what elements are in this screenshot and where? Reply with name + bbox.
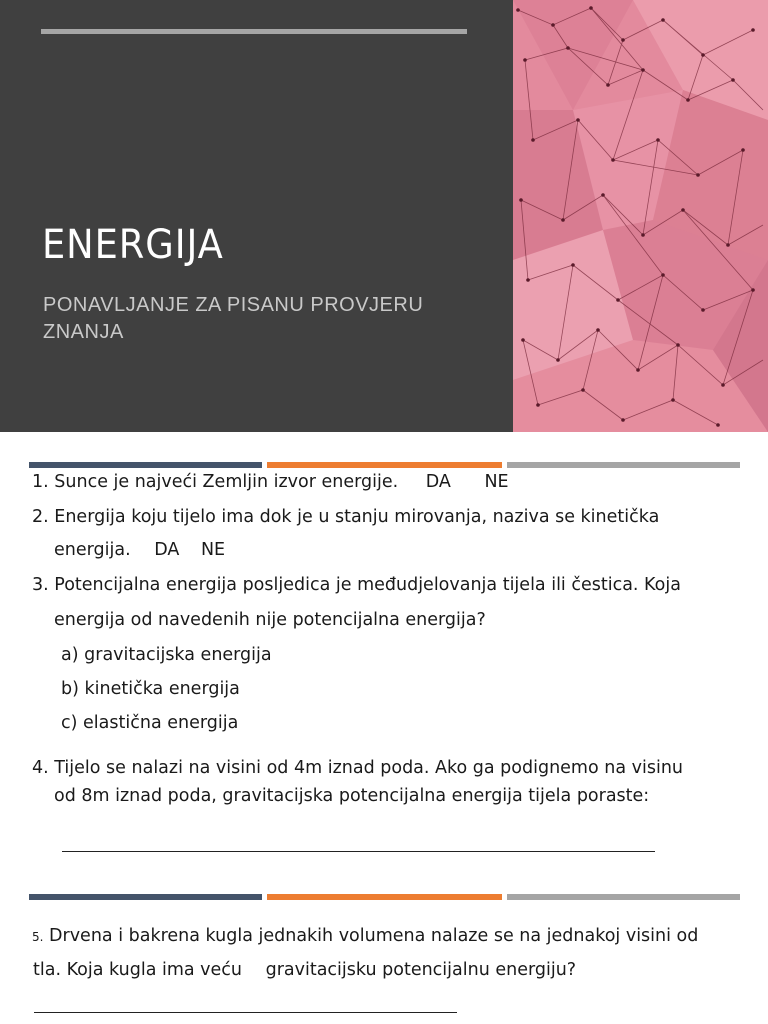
question-2-number: 2.	[32, 507, 49, 527]
question-4-answer-line[interactable]	[62, 851, 655, 852]
question-5-line-1	[32, 919, 698, 954]
question-3-option-b	[61, 672, 240, 706]
option-c-text: elastična energija	[83, 713, 239, 733]
question-2-line-2	[54, 533, 225, 567]
question-3-option-c	[61, 706, 238, 740]
question-1-option-ne: NE	[484, 472, 509, 492]
section-rule-dark-2	[29, 894, 262, 900]
top-divider-rule	[41, 29, 467, 34]
question-3-number: 3.	[32, 575, 49, 595]
polygon-network-graphic	[513, 0, 768, 432]
question-5-text-line-2b: gravitacijsku potencijalnu energiju?	[265, 960, 577, 980]
decorative-network-image	[513, 0, 768, 432]
question-5-text-line-1: Drvena i bakrena kugla jednakih volumena nalaze se na jednakoj visini od	[49, 926, 699, 946]
option-c-letter: c)	[61, 713, 78, 733]
dark-title-panel	[0, 0, 513, 432]
title-slide	[0, 0, 768, 432]
page-subtitle	[43, 292, 483, 346]
question-4-text-line-1: Tijelo se nalazi na visini od 4m iznad poda. Ako ga podignemo na visinu	[54, 758, 684, 778]
question-4-number: 4.	[32, 758, 49, 778]
question-5-number: 5.	[32, 930, 44, 944]
question-5-text-line-2a: tla. Koja kugla ima veću	[33, 960, 243, 980]
question-5-answer-line[interactable]	[34, 1012, 457, 1013]
question-3-text-line-1: Potencijalna energija posljedica je međudjelovanja tijela ili čestica. Koja	[54, 575, 681, 595]
question-3-line-1	[32, 568, 681, 602]
question-4-line-2	[54, 784, 649, 808]
question-2-text-line-2: energija.	[54, 540, 131, 560]
question-3-option-a	[61, 638, 272, 672]
question-1-text: Sunce je najveći Zemljin izvor energije.	[54, 472, 399, 492]
option-b-letter: b)	[61, 679, 79, 699]
section-rule-gray-2	[507, 894, 740, 900]
subtitle-line-2: ZNANJA	[43, 321, 124, 343]
question-1-option-da: DA	[425, 472, 451, 492]
question-4-line-1	[32, 756, 683, 780]
option-a-text: gravitacijska energija	[84, 645, 272, 665]
question-3-line-2	[54, 603, 486, 637]
question-2-line-1	[32, 500, 659, 534]
subtitle-line-1: PONAVLJANJE ZA PISANU PROVJERU	[43, 294, 424, 316]
section-rule-gray	[507, 462, 740, 468]
question-5-line-2	[33, 953, 576, 987]
question-4-text-line-2: od 8m iznad poda, gravitacijska potencijalna energija tijela poraste:	[54, 786, 650, 806]
question-1	[32, 465, 509, 499]
question-2-text-line-1: Energija koju tijelo ima dok je u stanju mirovanja, naziva se kinetička	[54, 507, 660, 527]
question-2-option-da: DA	[154, 540, 180, 560]
question-1-number: 1.	[32, 472, 49, 492]
option-b-text: kinetička energija	[84, 679, 240, 699]
question-2-option-ne: NE	[200, 540, 226, 560]
question-3-text-line-2: energija od navedenih nije potencijalna energija?	[54, 610, 486, 630]
page-title: ENERGIJA	[42, 222, 224, 268]
option-a-letter: a)	[61, 645, 79, 665]
section-rule-orange-2	[267, 894, 502, 900]
